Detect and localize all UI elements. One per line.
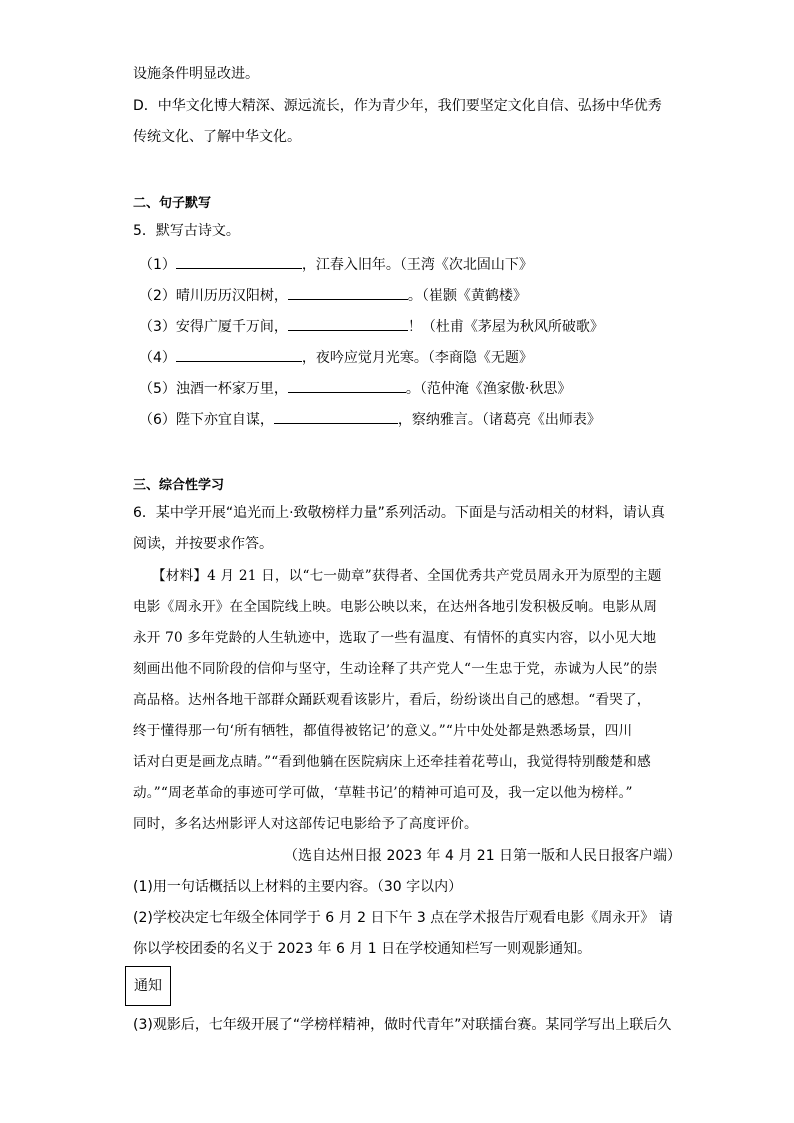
fill-item-3 (139, 318, 604, 334)
fill-item-before: 浊酒一杯家万里， (175, 381, 288, 397)
material-line: 话对白更是画龙点睛。”“看到他躺在医院病床上还牵挂着花萼山，我觉得特别酸楚和感 (133, 754, 651, 770)
fill-item-2 (139, 287, 527, 303)
answer-blank[interactable] (288, 287, 408, 300)
fill-item-6 (139, 411, 601, 427)
fill-item-after: 。（崔颢《黄鹤楼》 (407, 288, 527, 304)
fill-item-5 (139, 380, 571, 396)
fill-item-number: （3） (139, 319, 176, 335)
section-heading-comprehensive-study: 三、综合性学习 (133, 478, 225, 493)
fill-item-before: 陛下亦宜自谋， (175, 412, 274, 428)
fill-item-number: （2） (139, 288, 176, 304)
fill-item-number: （4） (139, 350, 176, 366)
fill-item-after: ！（杜甫《茅屋为秋风所破歌》 (407, 319, 604, 335)
fill-item-after: ，察纳雅言。（诸葛亮《出师表》 (397, 412, 601, 428)
material-line: 刻画出他不同阶段的信仰与坚守，生动诠释了共产党人“一生忠于党，赤诚为人民”的崇 (133, 661, 658, 677)
fill-item-after: ，江春入旧年。（王湾《次北固山下》 (301, 257, 533, 273)
answer-blank[interactable] (274, 411, 398, 424)
material-line: 【材料】4 月 21 日，以“七一勋章”获得者、全国优秀共产党员周永开为原型的主题 (152, 568, 662, 584)
sub-question-1: (1)用一句话概括以上材料的主要内容。（30 字以内） (133, 879, 463, 895)
notice-box[interactable] (125, 966, 171, 1006)
fill-item-4 (139, 349, 533, 365)
fill-item-number: （1） (139, 257, 176, 273)
question-5: 5．默写古诗文。 (133, 223, 240, 239)
section-heading-sentence-dictation: 二、句子默写 (133, 196, 212, 211)
sub-question-3: (3)观影后，七年级开展了“学榜样精神，做时代青年”对联擂台赛。某同学写出上联后久 (133, 1017, 672, 1033)
fill-item-number: （6） (139, 412, 176, 428)
fill-item-1 (139, 256, 533, 272)
fill-item-before: 晴川历历汉阳树， (175, 288, 288, 304)
material-line: 终于懂得那一句‘所有牺牲，都值得被铭记’的意义。”“片中处处都是熟悉场景，四川 (133, 723, 633, 739)
question-6-line-2: 阅读，并按要求作答。 (133, 536, 273, 552)
fill-item-before: 安得广厦千万间， (175, 319, 288, 335)
material-line: 同时，多名达州影评人对这部传记电影给予了高度评价。 (133, 816, 478, 832)
fill-item-number: （5） (139, 381, 176, 397)
fill-item-after: ，夜吟应觉月光寒。（李商隐《无题》 (301, 350, 533, 366)
material-line: 高品格。达州各地干部群众踊跃观看该影片，看后，纷纷谈出自己的感想。“看哭了， (133, 692, 651, 708)
sub-question-2-line-2: 你以学校团委的名义于 2023 年 6 月 1 日在学校通知栏写一则观影通知。 (133, 941, 592, 957)
question-6-line-1: 6．某中学开展“追光而上·致敬榜样力量”系列活动。下面是与活动相关的材料，请认真 (133, 505, 665, 521)
answer-blank[interactable] (288, 318, 408, 331)
option-d-line-2: 传统文化、了解中华文化。 (133, 129, 301, 145)
material-line: 永开 70 多年党龄的人生轨迹中，选取了一些有温度、有情怀的真实内容，以小见大地 (133, 630, 657, 646)
option-d-line-1: D．中华文化博大精深、源远流长，作为青少年，我们要坚定文化自信、弘扬中华优秀 (133, 98, 662, 114)
answer-blank[interactable] (176, 349, 302, 362)
fill-item-after: 。（范仲淹《渔家傲·秋思》 (405, 381, 572, 397)
answer-blank[interactable] (288, 380, 406, 393)
material-source: （选自达州日报 2023 年 4 月 21 日第一版和人民日报客户端） (284, 848, 682, 864)
text-line-continued: 设施条件明显改进。 (133, 66, 259, 82)
answer-blank[interactable] (176, 256, 302, 269)
material-line: 电影《周永开》在全国院线上映。电影公映以来，在达州各地引发积极反响。电影从周 (133, 599, 658, 615)
material-line: 动。”“周老革命的事迹可学可做，‘草鞋书记’的精神可追可及，我一定以他为榜样。” (133, 785, 633, 801)
sub-question-2-line-1: (2)学校决定七年级全体同学于 6 月 2 日下午 3 点在学术报告厅观看电影《周永开》 请 (133, 910, 673, 926)
notice-label: 通知 (134, 978, 162, 994)
